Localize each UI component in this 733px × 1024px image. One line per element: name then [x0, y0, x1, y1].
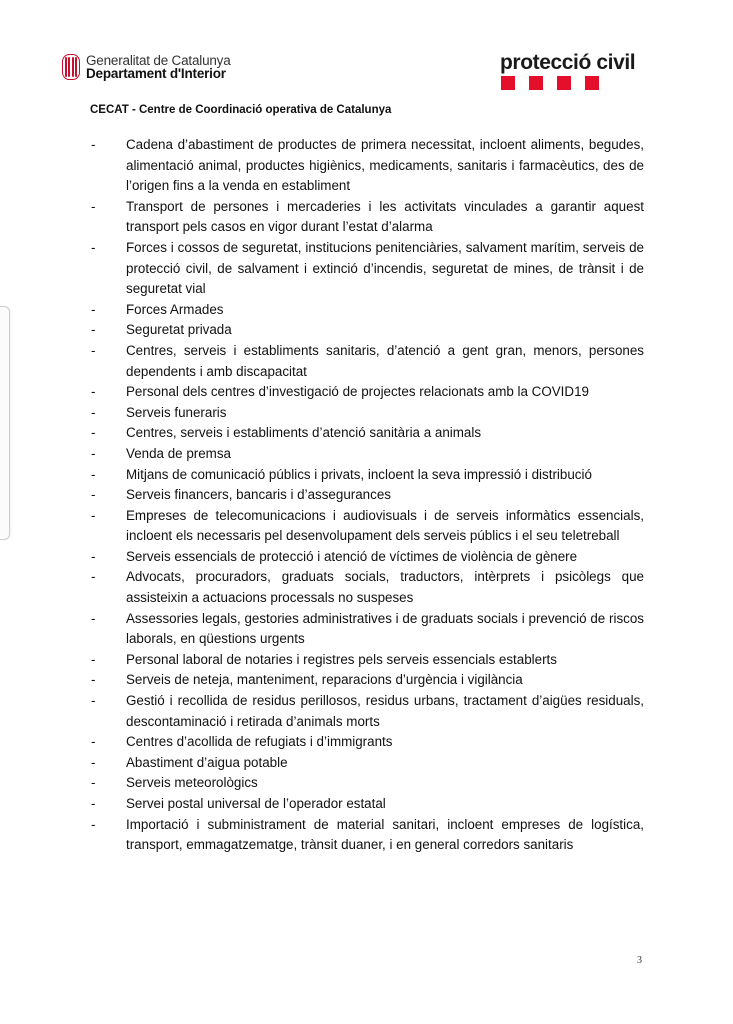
- generalitat-name: Generalitat de Catalunya: [86, 53, 231, 68]
- list-item: - Forces i cossos de seguretat, institucions penitenciàries, salvament marítim, serveis de protecció civil, de salvament i extinció d’incendis, seguretat de mines, de trànsit i de seguretat vial: [91, 238, 644, 300]
- list-item: - Cadena d’abastiment de productes de primera necessitat, incloent aliments, begudes, alimentació animal, productes higiènics, medicaments, sanitaris i farmacèutics, des de l’origen fins a la venda en establiment: [91, 135, 644, 197]
- red-square-icon: [585, 76, 599, 90]
- list-item: - Advocats, procuradors, graduats socials, traductors, intèrprets i psicòlegs que assisteixin a actuacions processals no suspeses: [91, 567, 644, 608]
- list-item: - Serveis essencials de protecció i atenció de víctimes de violència de gènere: [91, 547, 644, 568]
- list-item: - Serveis meteorològics: [91, 773, 644, 794]
- page-number: 3: [637, 955, 642, 966]
- list-item: - Servei postal universal de l’operador estatal: [91, 794, 644, 815]
- list-item: - Venda de premsa: [91, 444, 644, 465]
- essential-services-list: [91, 135, 644, 856]
- red-square-icon: [501, 76, 515, 90]
- list-item: - Serveis funeraris: [91, 403, 644, 424]
- list-item: - Assessories legals, gestories administratives i de graduats socials i prevenció de riscos laborals, en qüestions urgents: [91, 609, 644, 650]
- list-item: - Importació i subministrament de material sanitari, incloent empreses de logística, transport, emmagatzematge, trànsit duaner, i en general corredors sanitaris: [91, 815, 644, 856]
- list-item: - Seguretat privada: [91, 320, 644, 341]
- list-item: - Personal dels centres d’investigació de projectes relacionats amb la COVID19: [91, 382, 644, 403]
- list-item: - Gestió i recollida de residus perillosos, residus urbans, tractament d’aigües residuals, descontaminació i retirada d’animals morts: [91, 691, 644, 732]
- department-name: Departament d'Interior: [86, 66, 226, 81]
- list-item: - Centres, serveis i establiments sanitaris, d’atenció a gent gran, menors, persones dependents i amb discapacitat: [91, 341, 644, 382]
- list-item: - Empreses de telecomunicacions i audiovisuals i de serveis informàtics essencials, incloent els necessaris pel desenvolupament dels serveis públics i el seu teletreball: [91, 506, 644, 547]
- list-item: - Abastiment d’aigua potable: [91, 753, 644, 774]
- list-item: - Transport de persones i mercaderies i les activitats vinculades a garantir aquest transport pels casos en vigor durant l’estat d’alarma: [91, 197, 644, 238]
- red-square-icon: [557, 76, 571, 90]
- document-subheader: CECAT - Centre de Coordinació operativa de Catalunya: [90, 104, 392, 116]
- list-item: - Serveis de neteja, manteniment, reparacions d’urgència i vigilància: [91, 670, 644, 691]
- proteccio-civil-logo: [500, 52, 635, 90]
- generalitat-logo-text: [86, 54, 231, 80]
- document-body: [91, 135, 644, 856]
- list-item: - Serveis financers, bancaris i d’assegurances: [91, 485, 644, 506]
- list-item: - Centres, serveis i establiments d’atenció sanitària a animals: [91, 423, 644, 444]
- list-item: - Mitjans de comunicació públics i privats, incloent la seva impressió i distribució: [91, 465, 644, 486]
- generalitat-emblem-icon: [62, 54, 80, 80]
- proteccio-civil-squares-icon: [501, 76, 635, 90]
- list-item: - Forces Armades: [91, 300, 644, 321]
- list-item: - Personal laboral de notaries i registres pels serveis essencials establerts: [91, 650, 644, 671]
- generalitat-logo: [62, 54, 231, 80]
- side-panel-handle[interactable]: [0, 306, 10, 540]
- proteccio-civil-title: protecció civil: [500, 51, 636, 74]
- red-square-icon: [529, 76, 543, 90]
- list-item: - Centres d’acollida de refugiats i d’immigrants: [91, 732, 644, 753]
